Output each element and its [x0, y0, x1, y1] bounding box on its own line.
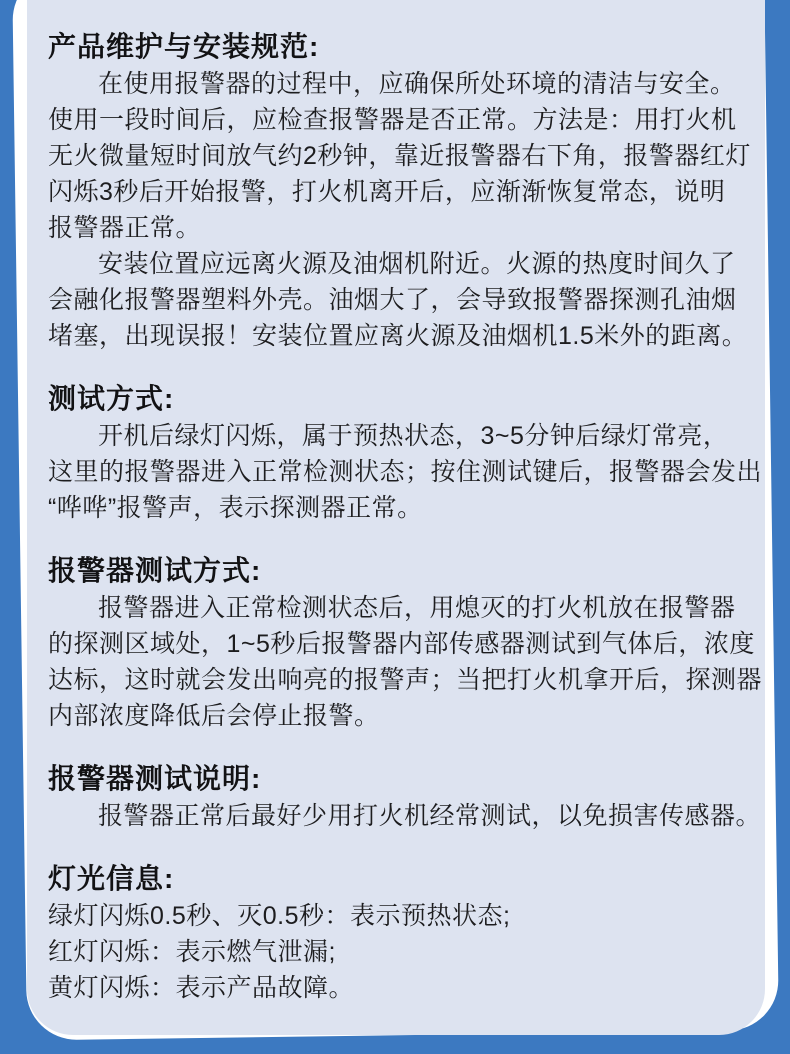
paragraph-line: 红灯闪烁：表示燃气泄漏;: [48, 938, 336, 966]
instruction-content: [48, 28, 763, 1006]
paragraph-line: 使用一段时间后，应检查报警器是否正常。方法是：用打火机: [48, 106, 737, 134]
section-heading: 灯光信息:: [48, 863, 175, 894]
section: [48, 28, 751, 354]
paragraph-line: 堵塞，出现误报！安装位置应离火源及油烟机1.5米外的距离。: [48, 322, 748, 350]
section: [48, 760, 762, 834]
paragraph-line: 达标，这时就会发出响亮的报警声；当把打火机拿开后，探测器: [48, 666, 763, 694]
section: [48, 860, 747, 1006]
paragraph-line: 会融化报警器塑料外壳。油烟大了，会导致报警器探测孔油烟: [48, 286, 737, 314]
paragraph-line: “哗哗”报警声，表示探测器正常。: [48, 494, 423, 522]
paragraph-line: 安装位置应远离火源及油烟机附近。火源的热度时间久了: [98, 250, 736, 278]
paragraph-line: 无火微量短时间放气约2秒钟，靠近报警器右下角，报警器红灯: [48, 142, 751, 170]
paragraph-line: 黄灯闪烁：表示产品故障。: [48, 974, 355, 1002]
section-heading: 产品维护与安装规范:: [48, 31, 320, 62]
section-heading: 报警器测试方式:: [48, 555, 262, 586]
paragraph-line: 报警器正常后最好少用打火机经常测试，以免损害传感器。: [98, 802, 762, 830]
section-heading: 测试方式:: [48, 383, 175, 414]
section: [48, 380, 763, 526]
instruction-panel: [27, 0, 765, 1035]
paragraph-line: 报警器正常。: [48, 214, 202, 242]
paragraph-line: 开机后绿灯闪烁，属于预热状态，3~5分钟后绿灯常亮，: [98, 422, 729, 450]
paragraph-line: 闪烁3秒后开始报警，打火机离开后，应渐渐恢复常态，说明: [48, 178, 726, 206]
section-heading: 报警器测试说明:: [48, 763, 262, 794]
paragraph-line: 的探测区域处，1~5秒后报警器内部传感器测试到气体后，浓度: [48, 630, 755, 658]
paragraph-line: 这里的报警器进入正常检测状态；按住测试键后，报警器会发出: [48, 458, 763, 486]
paragraph-line: 内部浓度降低后会停止报警。: [48, 702, 380, 730]
section: [48, 552, 763, 734]
paragraph-line: 报警器进入正常检测状态后，用熄灭的打火机放在报警器: [98, 594, 736, 622]
paragraph-line: 在使用报警器的过程中，应确保所处环境的清洁与安全。: [98, 70, 736, 98]
paragraph-line: 绿灯闪烁0.5秒、灭0.5秒：表示预热状态;: [48, 902, 511, 930]
